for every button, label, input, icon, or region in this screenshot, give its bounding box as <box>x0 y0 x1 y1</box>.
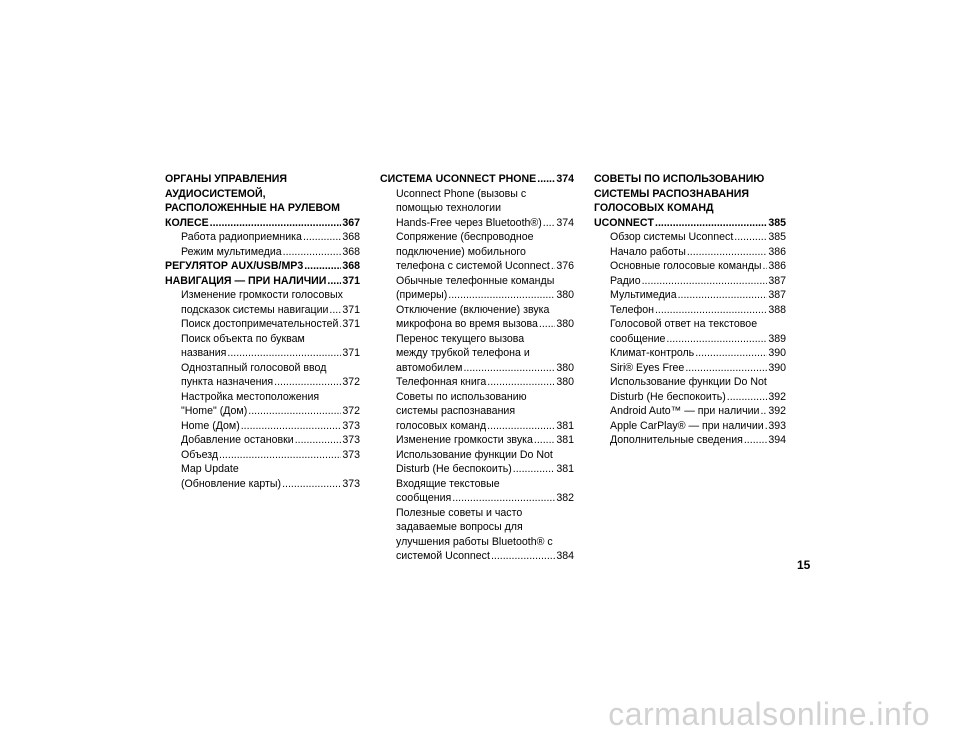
toc-entry-line: Входящие текстовые <box>396 477 500 490</box>
toc-entry-title: Hands-Free через Bluetooth®) <box>396 216 542 229</box>
toc-entry <box>594 419 786 434</box>
toc-entry <box>165 404 360 419</box>
toc-entry-title: Дополнительные сведения <box>610 434 743 446</box>
dot-leader <box>463 361 555 376</box>
toc-entry-line: задаваемые вопросы для <box>396 521 523 533</box>
toc-entry <box>380 288 574 303</box>
dot-leader <box>513 462 556 477</box>
toc-entry-title: Home (Дом) <box>181 419 240 432</box>
toc-entry-title: Siri® Eyes Free <box>610 361 685 374</box>
toc-entry <box>165 317 360 332</box>
dot-leader <box>695 346 767 361</box>
toc-entry <box>594 346 786 361</box>
toc-entry <box>594 230 786 245</box>
toc-page-number: 389 <box>768 332 786 345</box>
toc-column-2 <box>380 172 574 564</box>
dot-leader <box>655 303 767 318</box>
toc-heading-line: СИСТЕМЫ РАСПОЗНАВАНИЯ <box>594 187 749 200</box>
dot-leader <box>543 216 556 231</box>
toc-page-number: 367 <box>342 216 360 229</box>
toc-heading-line: РАСПОЛОЖЕННЫЕ НА РУЛЕВОМ <box>165 202 340 214</box>
toc-entry <box>165 477 360 492</box>
toc-entry-title: КОЛЕСЕ <box>165 216 209 229</box>
dot-leader <box>329 303 341 318</box>
toc-entry <box>380 462 574 477</box>
toc-entry <box>380 375 574 390</box>
toc-page-number: 385 <box>768 231 786 243</box>
dot-leader <box>448 288 555 303</box>
toc-page-number: 386 <box>768 260 786 272</box>
toc-heading-entry <box>165 216 360 231</box>
toc-page-number: 376 <box>556 260 574 272</box>
toc-page-number: 380 <box>556 376 574 388</box>
toc-entry-title: подсказок системы навигации <box>181 303 329 316</box>
dot-leader <box>274 375 341 390</box>
toc-entry-title: Работа радиоприемника <box>181 231 302 243</box>
toc-heading-entry <box>165 274 360 289</box>
dot-leader <box>303 230 341 245</box>
toc-entry <box>380 491 574 506</box>
dot-leader <box>685 361 767 376</box>
dot-leader <box>327 274 341 289</box>
toc-entry-line: улучшения работы Bluetooth® с <box>396 535 553 548</box>
toc-entry-title: пункта назначения <box>181 376 274 388</box>
toc-page-number: 374 <box>556 173 574 185</box>
toc-page-number: 394 <box>768 434 786 446</box>
toc-entry-line: Советы по использованию <box>396 390 527 403</box>
toc-entry-title: Обзор системы Uconnect <box>610 231 734 243</box>
toc-entry <box>380 216 574 231</box>
toc-page-number: 372 <box>342 376 360 388</box>
toc-page-number: 371 <box>342 274 360 287</box>
toc-page-number: 387 <box>768 289 786 301</box>
toc-entry-line: Поиск объекта по буквам <box>181 332 305 345</box>
toc-entry-line: Голосовой ответ на текстовое <box>610 318 758 330</box>
toc-page-number: 368 <box>342 260 360 272</box>
toc-entry <box>380 419 574 434</box>
toc-entry-line: Обычные телефонные команды <box>396 274 555 287</box>
dot-leader <box>678 288 768 303</box>
toc-entry-line: помощью технологии <box>396 202 502 214</box>
toc-page-number: 373 <box>342 419 360 432</box>
toc-entry <box>380 361 574 376</box>
toc-entry-title: Начало работы <box>610 245 686 258</box>
toc-entry-line: подключение) мобильного <box>396 245 526 258</box>
dot-leader <box>283 245 342 260</box>
dot-leader <box>760 404 767 419</box>
toc-entry-title: микрофона во время вызова <box>396 318 538 330</box>
toc-entry <box>380 433 574 448</box>
toc-page-number: 380 <box>556 318 574 330</box>
toc-entry-line: Map Update <box>181 463 239 475</box>
toc-entry-title: Android Auto™ — при наличии <box>610 405 760 417</box>
toc-entry-title: РЕГУЛЯТОР AUX/USB/MP3 <box>165 260 304 272</box>
toc-entry <box>594 433 786 448</box>
toc-page-number: 387 <box>768 274 786 287</box>
toc-entry-title: автомобилем <box>396 361 463 374</box>
toc-entry <box>165 433 360 448</box>
toc-entry-line: Использование функции Do Not <box>610 376 767 388</box>
toc-entry <box>594 404 786 419</box>
toc-page-number: 371 <box>342 318 360 330</box>
dot-leader <box>241 419 342 434</box>
toc-entry-title: Мультимедиа <box>610 289 677 301</box>
toc-entry-title: системой Uconnect <box>396 550 490 562</box>
toc-page-number: 382 <box>556 492 574 504</box>
toc-entry-title: "Home" (Дом) <box>181 405 248 417</box>
toc-entry <box>594 390 786 405</box>
toc-heading-entry <box>594 216 786 231</box>
toc-entry-title: телефона с системой Uconnect <box>396 260 550 272</box>
dot-leader <box>655 216 767 231</box>
toc-entry <box>165 303 360 318</box>
dot-leader <box>537 172 555 187</box>
toc-entry-title: Основные голосовые команды <box>610 260 762 272</box>
page-number: 15 <box>797 558 811 572</box>
toc-entry <box>594 332 786 347</box>
toc-entry-title: сообщения <box>396 492 452 504</box>
dot-leader <box>734 230 767 245</box>
toc-entry-title: Поиск достопримечательностей <box>181 318 339 330</box>
toc-entry-title: НАВИГАЦИЯ — ПРИ НАЛИЧИИ <box>165 274 327 287</box>
toc-heading-line: СОВЕТЫ ПО ИСПОЛЬЗОВАНИЮ <box>594 173 765 185</box>
toc-entry <box>165 375 360 390</box>
toc-entry <box>594 274 786 289</box>
toc-entry-title: Телефонная книга <box>396 376 487 388</box>
toc-heading-line: ГОЛОСОВЫХ КОМАНД <box>594 202 714 214</box>
dot-leader <box>487 419 555 434</box>
toc-page-number: 373 <box>342 434 360 446</box>
toc-entry-title: Добавление остановки <box>181 434 294 446</box>
toc-entry <box>380 549 574 564</box>
toc-page-number: 368 <box>342 231 360 243</box>
toc-page-number: 372 <box>342 405 360 417</box>
toc-page-number: 385 <box>768 216 786 229</box>
dot-leader <box>304 259 341 274</box>
toc-entry <box>594 259 786 274</box>
toc-entry-title: Apple CarPlay® — при наличии <box>610 419 764 432</box>
toc-heading-entry <box>165 259 360 274</box>
toc-entry-title: Объезд <box>181 448 219 461</box>
toc-entry <box>165 419 360 434</box>
toc-page-number: 381 <box>556 419 574 432</box>
toc-page-number: 388 <box>768 303 786 316</box>
toc-column-1 <box>165 172 360 491</box>
toc-heading-entry <box>380 172 574 187</box>
toc-entry-line: между трубкой телефона и <box>396 347 530 359</box>
dot-leader <box>642 274 768 289</box>
toc-page-number: 381 <box>556 463 574 475</box>
toc-entry-title: СИСТЕМА UCONNECT PHONE <box>380 173 537 185</box>
dot-leader <box>687 245 767 260</box>
toc-entry-title: голосовых команд <box>396 419 487 432</box>
dot-leader <box>727 390 768 405</box>
toc-entry-title: Изменение громкости звука <box>396 434 533 446</box>
toc-page-number: 373 <box>342 448 360 461</box>
dot-leader <box>295 433 342 448</box>
toc-heading-line: АУДИОСИСТЕМОЙ, <box>165 187 266 200</box>
toc-heading-line: ОРГАНЫ УПРАВЛЕНИЯ <box>165 173 288 185</box>
toc-entry <box>165 448 360 463</box>
dot-leader <box>539 317 555 332</box>
toc-page-number: 390 <box>768 361 786 374</box>
toc-page-number: 374 <box>556 216 574 229</box>
toc-entry-title: сообщение <box>610 332 666 345</box>
dot-leader <box>491 549 555 564</box>
toc-page-number: 386 <box>768 245 786 258</box>
dot-leader <box>666 332 767 347</box>
toc-entry-title: названия <box>181 347 227 359</box>
toc-page-number: 380 <box>556 361 574 374</box>
dot-leader <box>487 375 555 390</box>
toc-entry-title: Disturb (Не беспокоить) <box>610 390 726 403</box>
toc-page-number: 380 <box>556 289 574 301</box>
dot-leader <box>210 216 342 231</box>
toc-entry-line: Использование функции Do Not <box>396 448 553 461</box>
toc-entry-line: Настройка местоположения <box>181 390 320 403</box>
toc-page-number: 392 <box>768 405 786 417</box>
toc-page-number: 371 <box>342 303 360 316</box>
toc-entry <box>594 361 786 376</box>
toc-entry-line: Изменение громкости голосовых <box>181 289 343 301</box>
toc-entry-title: (примеры) <box>396 289 448 301</box>
dot-leader <box>227 346 341 361</box>
toc-entry <box>594 303 786 318</box>
toc-entry <box>165 245 360 260</box>
toc-entry-line: Отключение (включение) звука <box>396 303 550 316</box>
dot-leader <box>452 491 555 506</box>
toc-entry-line: Uconnect Phone (вызовы с <box>396 187 527 200</box>
toc-entry-line: Сопряжение (беспроводное <box>396 231 534 243</box>
toc-page-number: 390 <box>768 347 786 359</box>
toc-page-number: 371 <box>342 347 360 359</box>
toc-column-3 <box>594 172 786 448</box>
toc-entry-line: Полезные советы и часто <box>396 506 523 519</box>
toc-entry-title: Телефон <box>610 303 654 316</box>
toc-entry-title: Режим мультимедиа <box>181 245 282 258</box>
dot-leader <box>282 477 341 492</box>
toc-entry-title: UCONNECT <box>594 216 655 229</box>
toc-entry-title: Радио <box>610 274 641 287</box>
toc-entry-title: Климат-контроль <box>610 347 695 359</box>
toc-entry <box>165 230 360 245</box>
toc-entry-line: Перенос текущего вызова <box>396 332 525 345</box>
toc-entry <box>165 346 360 361</box>
toc-page-number: 373 <box>342 477 360 490</box>
toc-entry-line: Однозтапный голосовой ввод <box>181 361 327 374</box>
dot-leader <box>744 433 767 448</box>
toc-entry-title: Disturb (Не беспокоить) <box>396 463 512 475</box>
toc-page-number: 368 <box>342 245 360 258</box>
toc-page-number: 392 <box>768 390 786 403</box>
toc-page-number: 384 <box>556 550 574 562</box>
toc-page-number: 381 <box>556 434 574 446</box>
toc-entry <box>380 259 574 274</box>
watermark: carmanualsonline.info <box>608 696 930 732</box>
toc-entry-title: (Обновление карты) <box>181 477 282 490</box>
dot-leader <box>219 448 341 463</box>
toc-entry <box>594 288 786 303</box>
toc-entry-line: системы распознавания <box>396 405 516 417</box>
toc-entry <box>380 317 574 332</box>
toc-page-number: 393 <box>768 419 786 432</box>
dot-leader <box>248 404 341 419</box>
dot-leader <box>534 433 555 448</box>
toc-entry <box>594 245 786 260</box>
